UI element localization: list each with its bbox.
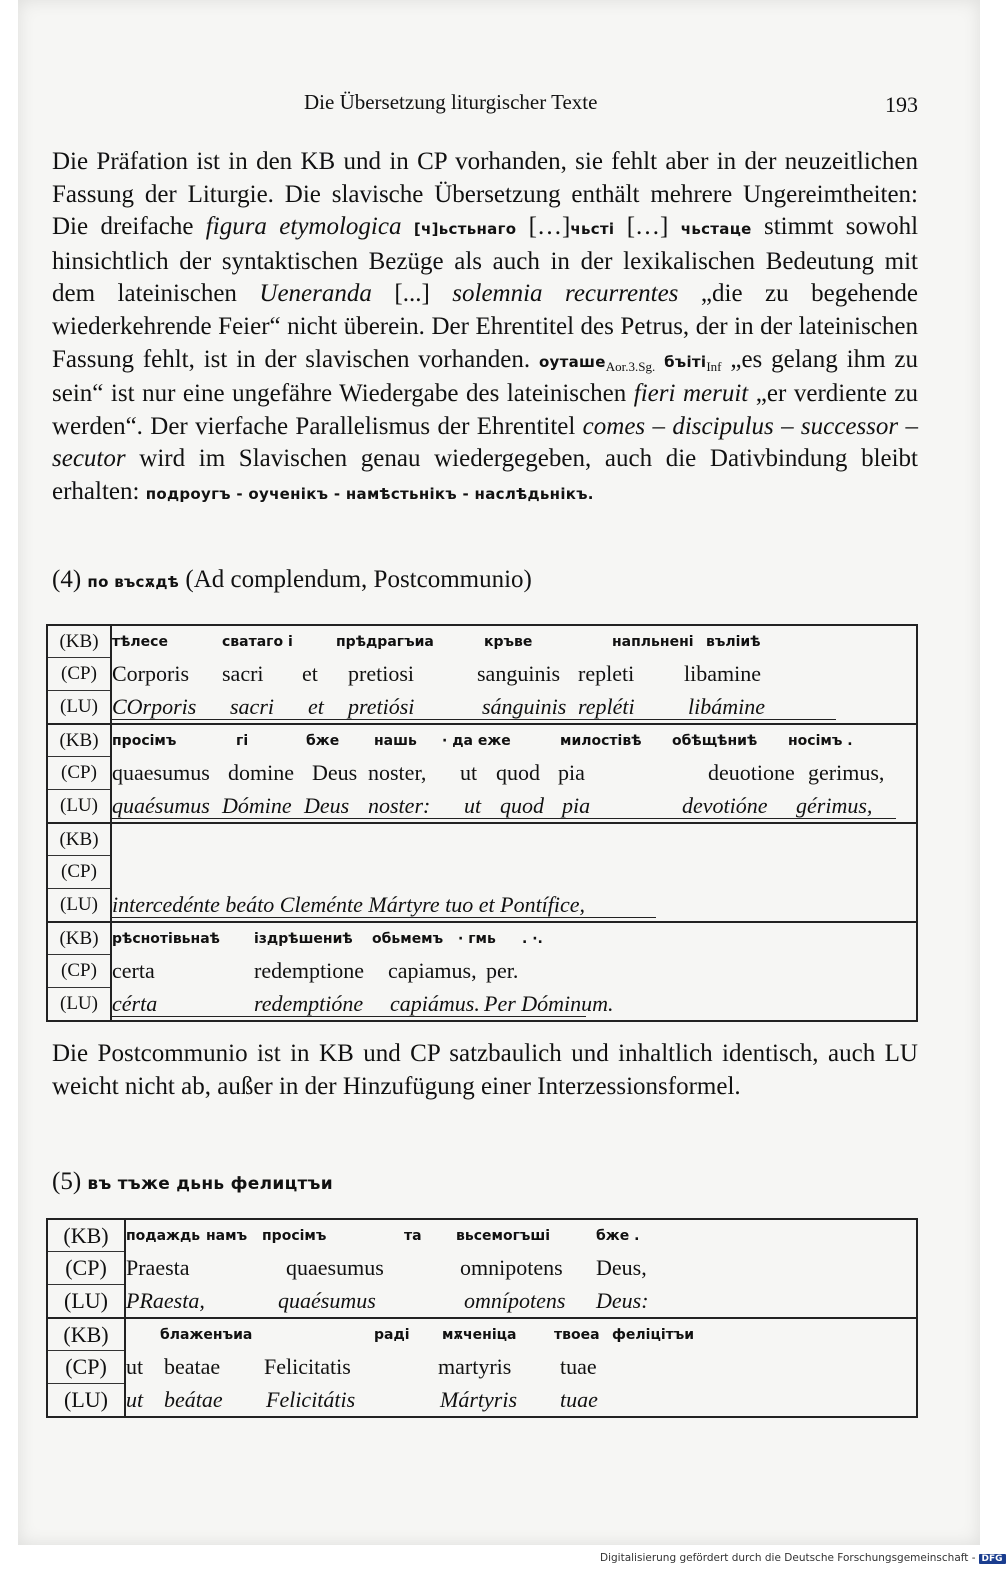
kb-word: просімъ xyxy=(262,1227,327,1244)
table-row xyxy=(47,757,917,790)
section-cyrillic-title: въ тъже дьнь фелицтъи xyxy=(87,1174,333,1194)
table-row xyxy=(47,724,917,757)
kb-word: раді xyxy=(374,1326,410,1343)
source-code: (LU) xyxy=(47,1384,125,1418)
lu-word: quaésumus xyxy=(112,792,210,818)
lu-word: COrporis xyxy=(112,693,197,719)
kb-word: кръве xyxy=(484,633,533,650)
section-number: (5) xyxy=(52,1168,82,1195)
lu-word: PRaesta, xyxy=(126,1287,205,1313)
lu-word: noster: xyxy=(368,792,431,818)
cp-word: Deus xyxy=(312,760,358,785)
table-row xyxy=(47,691,917,725)
lu-word: sacri xyxy=(230,693,274,719)
table-row xyxy=(47,988,917,1022)
table-row xyxy=(47,1219,917,1252)
kb-word: вьсемогъші xyxy=(456,1227,551,1244)
cp-word: sacri xyxy=(222,661,264,686)
lu-word: Per Dóminum. xyxy=(484,990,614,1016)
comparison-table-5 xyxy=(46,1218,918,1418)
source-code: (KB) xyxy=(47,1318,125,1351)
kb-word: намъ xyxy=(206,1227,248,1244)
cp-word: Praesta xyxy=(126,1255,190,1280)
kb-word: іздрѣшениѣ xyxy=(254,930,353,947)
grammar-subscript: Inf xyxy=(706,358,722,374)
lu-word: tuae xyxy=(560,1386,598,1412)
table-row xyxy=(47,625,917,658)
lu-word: Dómine xyxy=(222,792,292,818)
kb-word: обѣщѣниѣ xyxy=(672,732,758,749)
cp-word: Corporis xyxy=(112,661,189,686)
lu-word: Felicitátis xyxy=(266,1386,356,1412)
source-code: (CP) xyxy=(47,955,111,988)
cp-word: capiamus, xyxy=(388,958,477,983)
cp-word: Felicitatis xyxy=(264,1354,351,1379)
lu-word: quod xyxy=(500,792,544,818)
source-code: (LU) xyxy=(47,889,111,923)
italic-term: figura etymologica xyxy=(205,213,402,241)
kb-word: блаженъиа xyxy=(160,1326,253,1343)
cyrillic-word: подроугъ - оученікъ - намѣстьнікъ - наслѣдьнікъ. xyxy=(145,484,594,503)
underline xyxy=(112,818,896,819)
source-code: (LU) xyxy=(47,790,111,824)
source-code: (CP) xyxy=(47,1252,125,1285)
lu-word: Deus xyxy=(304,792,350,818)
table-row xyxy=(47,658,917,691)
kb-word: сватаго і xyxy=(222,633,293,650)
text-run: [...] xyxy=(371,280,453,308)
cp-word: certa xyxy=(112,958,155,983)
paragraph-postcommunio: Die Postcommunio ist in KB und CP satzbaulich und inhaltlich identisch, auch LU weicht nicht ab, außer in der Hinzufügung einer Interzessionsformel. xyxy=(52,1040,918,1100)
table-row xyxy=(47,823,917,856)
kb-word: феліцітъи xyxy=(612,1326,695,1343)
source-code: (CP) xyxy=(47,856,111,889)
lu-word: Deus: xyxy=(596,1287,649,1313)
lu-word: gérimus, xyxy=(796,792,873,818)
section-number: (4) xyxy=(52,566,82,593)
cp-word: gerimus, xyxy=(808,760,885,785)
cp-word: et xyxy=(302,661,318,686)
cp-word: pia xyxy=(558,760,585,785)
source-code: (CP) xyxy=(47,757,111,790)
kb-word: тѣлесе xyxy=(112,633,168,650)
kb-word: нашь xyxy=(374,732,417,749)
text-run: […] xyxy=(516,213,571,241)
cp-word: domine xyxy=(228,760,294,785)
lu-word: capiámus. xyxy=(390,990,480,1016)
source-code: (LU) xyxy=(47,1285,125,1319)
lu-word: beátae xyxy=(164,1386,223,1412)
source-code: (CP) xyxy=(47,658,111,691)
kb-word: бже xyxy=(306,732,340,749)
kb-word: милостівѣ xyxy=(560,732,642,749)
lu-word: repléti xyxy=(578,693,635,719)
source-code: (KB) xyxy=(47,625,111,658)
lu-word: omnípotens xyxy=(464,1287,566,1313)
cp-word: Deus, xyxy=(596,1255,647,1280)
kb-word: твоеа xyxy=(554,1326,600,1343)
kb-word: напльнені xyxy=(612,633,694,650)
kb-word: прѣдрагъиа xyxy=(336,633,434,650)
italic-term: solemnia recurrentes xyxy=(452,280,679,308)
lu-word: ut xyxy=(126,1386,144,1412)
table-row xyxy=(47,1384,917,1418)
section-heading-4 xyxy=(52,566,532,594)
kb-word: просімъ xyxy=(112,732,177,749)
kb-word: . ·. xyxy=(522,930,543,947)
lu-word: cérta xyxy=(112,990,158,1016)
cp-word: quod xyxy=(496,760,540,785)
cp-word: noster, xyxy=(368,760,427,785)
cp-word: quaesumus xyxy=(112,760,210,785)
cp-word: beatae xyxy=(164,1354,221,1379)
cp-word: sanguinis xyxy=(477,661,561,686)
source-code: (KB) xyxy=(47,823,111,856)
kb-word: обьмемъ xyxy=(372,930,444,947)
table-row xyxy=(47,856,917,889)
text-run: […] xyxy=(614,213,681,241)
text-run: „die zu begehende wiederkehrende Feier“ nicht überein. Der Ehrentitel des Petrus, der in der lateinischen Fassung fehlt, ist in der slavischen vorhanden. xyxy=(52,280,918,373)
table-row xyxy=(47,1252,917,1285)
kb-word: мѫченіца xyxy=(442,1326,517,1343)
lu-line: intercedénte beáto Cleménte Mártyre tuo et Pontífice, xyxy=(112,891,586,917)
table-row xyxy=(47,955,917,988)
source-code: (LU) xyxy=(47,988,111,1022)
cp-word: ut xyxy=(126,1354,144,1379)
table-row xyxy=(47,1318,917,1351)
cyrillic-word: оуташе xyxy=(538,352,606,371)
cyrillic-word: чьсті xyxy=(570,220,615,239)
text-run: „es gelang ihm zu sein“ ist nur eine ungefähre Wiedergabe des lateinischen xyxy=(52,345,918,408)
table-row xyxy=(47,1351,917,1384)
cp-word: quaesumus xyxy=(286,1255,384,1280)
source-code: (CP) xyxy=(47,1351,125,1384)
lu-word: pia xyxy=(562,792,591,818)
page-number: 193 xyxy=(885,92,918,117)
lu-word: redemptióne xyxy=(254,990,364,1016)
lu-word: Mártyris xyxy=(440,1386,517,1412)
kb-word: подаждь xyxy=(126,1227,201,1244)
cp-word: ut xyxy=(460,760,478,785)
lu-word: devotióne xyxy=(682,792,768,818)
text-run: Die Präfation ist in den KB und in CP vorhanden, sie fehlt aber in der neuzeitlichen Fassung der Liturgie. Die slavische Übersetzung enthält mehrere Ungereimtheiten: Die dreifache xyxy=(52,148,918,241)
source-code: (KB) xyxy=(47,1219,125,1252)
table-row xyxy=(47,1285,917,1319)
cp-word: omnipotens xyxy=(460,1255,563,1280)
cp-word: pretiosi xyxy=(348,661,414,686)
kb-word: гі xyxy=(236,732,249,749)
cp-word: martyris xyxy=(438,1354,512,1379)
cp-word: tuae xyxy=(560,1354,597,1379)
cyrillic-word: чьстаце xyxy=(680,220,752,239)
source-code: (KB) xyxy=(47,922,111,955)
kb-word: рѣснотівьнаѣ xyxy=(112,930,220,947)
text-run: stimmt sowohl hinsichtlich der syntaktischen Bezüge als auch in der lexikalischen Bedeutung mit dem lateinischen xyxy=(52,213,919,308)
cyrillic-word: бъіті xyxy=(664,352,707,371)
kb-word: бже . xyxy=(596,1227,640,1244)
cp-word: libamine xyxy=(684,661,761,686)
italic-term: Ueneranda xyxy=(259,280,372,308)
lu-word: quaésumus xyxy=(278,1287,376,1313)
digitization-footer xyxy=(600,1552,1003,1572)
cp-word: deuotione xyxy=(708,760,795,785)
lu-word: libámine xyxy=(688,693,765,719)
section-heading-5 xyxy=(52,1168,333,1196)
italic-term: fieri meruit xyxy=(633,380,749,408)
text-run: „er verdiente zu werden“. Der vierfache Parallelismus der Ehrentitel xyxy=(52,380,919,440)
underline xyxy=(112,1016,586,1017)
page-header xyxy=(52,86,918,120)
table-row xyxy=(47,790,917,824)
grammar-subscript: Aor.3.Sg. xyxy=(605,358,656,374)
table-row xyxy=(47,922,917,955)
section-title: (Ad complendum, Postcommunio) xyxy=(185,566,532,593)
underline xyxy=(112,719,836,720)
kb-word: · гмь xyxy=(458,930,496,947)
lu-word: sánguinis xyxy=(482,693,567,719)
kb-word: носімъ . xyxy=(788,732,853,749)
lu-word: pretiósi xyxy=(348,693,415,719)
dfg-logo: DFG xyxy=(979,1554,1006,1564)
table-row xyxy=(47,889,917,923)
footer-text: Digitalisierung gefördert durch die Deutsche Forschungsgemeinschaft - xyxy=(600,1552,976,1564)
cp-word: redemptione xyxy=(254,958,364,983)
text-run: wird im Slavischen genau wiedergegeben, auch die Dativbindung bleibt erhalten: xyxy=(52,445,918,505)
kb-word: въліиѣ xyxy=(706,633,761,650)
underline xyxy=(112,917,656,918)
running-title: Die Übersetzung liturgischer Texte xyxy=(304,90,598,114)
cp-word: repleti xyxy=(578,661,635,686)
italic-term: comes – discipulus – successor – secutor xyxy=(52,412,918,473)
source-code: (KB) xyxy=(47,724,111,757)
section-cyrillic-title: по въсѫдѣ xyxy=(87,573,180,591)
cp-word: per. xyxy=(486,958,519,983)
comparison-table-4 xyxy=(46,624,918,1022)
lu-word: ut xyxy=(464,792,482,818)
kb-word: та xyxy=(404,1227,422,1244)
kb-word: · да еже xyxy=(442,732,511,749)
cyrillic-word: [ч]ьстьнаго xyxy=(413,220,517,239)
lu-word: et xyxy=(308,693,324,719)
source-code: (LU) xyxy=(47,691,111,725)
paragraph-praefation xyxy=(52,146,918,511)
